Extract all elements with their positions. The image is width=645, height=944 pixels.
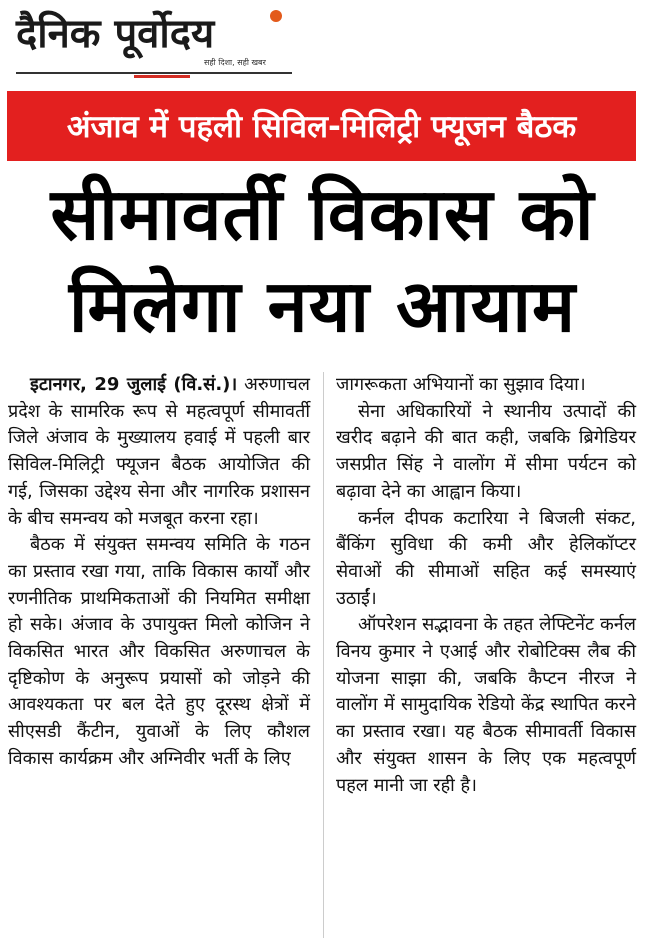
paragraph-1: अरुणाचल प्रदेश के सामरिक रूप से महत्वपूर्ण सीमावर्ती जिले अंजाव के मुख्यालय हवाई में पहली बार सिविल-मिलिट्री फ्यूजन बैठक आयोजित की गई, जिसका उद्देश्य सेना और नागरिक प्रशासन के बीच समन्वय को मजबूत करना रहा।: [8, 374, 310, 529]
dateline: इटानगर, 29 जुलाई (वि.सं.)।: [30, 374, 238, 395]
article-column-left: [8, 372, 310, 938]
column-divider: [323, 372, 324, 938]
paragraph-3: सेना अधिकारियों ने स्थानीय उत्पादों की खरीद बढ़ाने की बात कही, जबकि ब्रिगेडियर जसप्रीत सिंह ने वालोंग में सीमा पर्यटन को बढ़ावा देने का आह्वान किया।: [336, 400, 636, 502]
article-column-right: [336, 372, 636, 938]
headline-line-2: मिलेगा नया आयाम: [68, 264, 577, 348]
banner-text: अंजाव में पहली सिविल-मिलिट्री फ्यूजन बैठक: [66, 109, 577, 145]
masthead-title: दैनिक पूर्वोदय: [16, 10, 215, 57]
masthead-accent-bar: [134, 75, 190, 78]
paragraph-2: बैठक में संयुक्त समन्वय समिति के गठन का प्रस्ताव रखा गया, ताकि विकास कार्यों और रणनीतिक प्राथमिकताओं की नियमित समीक्षा हो सके। अंजाव के उपायुक्त मिलो कोजिन ने विकसित भारत और विकसित अरुणाचल के दृष्टिकोण के अनुरूप प्रयासों को जोड़ने की आवश्यकता पर बल देते हुए दूरस्थ क्षेत्रों में सीएसडी कैंटीन, युवाओं के लिए कौशल विकास कार्यक्रम और अग्निवीर भर्ती के लिए: [8, 534, 310, 769]
headline: [0, 168, 645, 352]
masthead-tagline: सही दिशा, सही खबर: [204, 58, 266, 67]
section-banner: [7, 91, 636, 161]
masthead-rule: [16, 72, 292, 74]
paragraph-2-continued: जागरूकता अभियानों का सुझाव दिया।: [336, 374, 586, 395]
paragraph-5: ऑपरेशन सद्भावना के तहत लेफ्टिनेंट कर्नल विनय कुमार ने एआई और रोबोटिक्स लैब की योजना साझा की, जबकि कैप्टन नीरज ने वालोंग में सामुदायिक रेडियो केंद्र स्थापित करने का प्रस्ताव रखा। यह बैठक सीमावर्ती विकास और संयुक्त शासन के लिए एक महत्वपूर्ण पहल मानी जा रही है।: [336, 614, 636, 796]
masthead-dot-icon: [270, 10, 282, 22]
paragraph-4: कर्नल दीपक कटारिया ने बिजली संकट, बैंकिंग सुविधा की कमी और हेलिकॉप्टर सेवाओं की सीमाओं सहित कई समस्याएं उठाईं।: [336, 507, 636, 609]
masthead: [8, 6, 288, 76]
headline-line-1: सीमावर्ती विकास को: [50, 172, 595, 256]
